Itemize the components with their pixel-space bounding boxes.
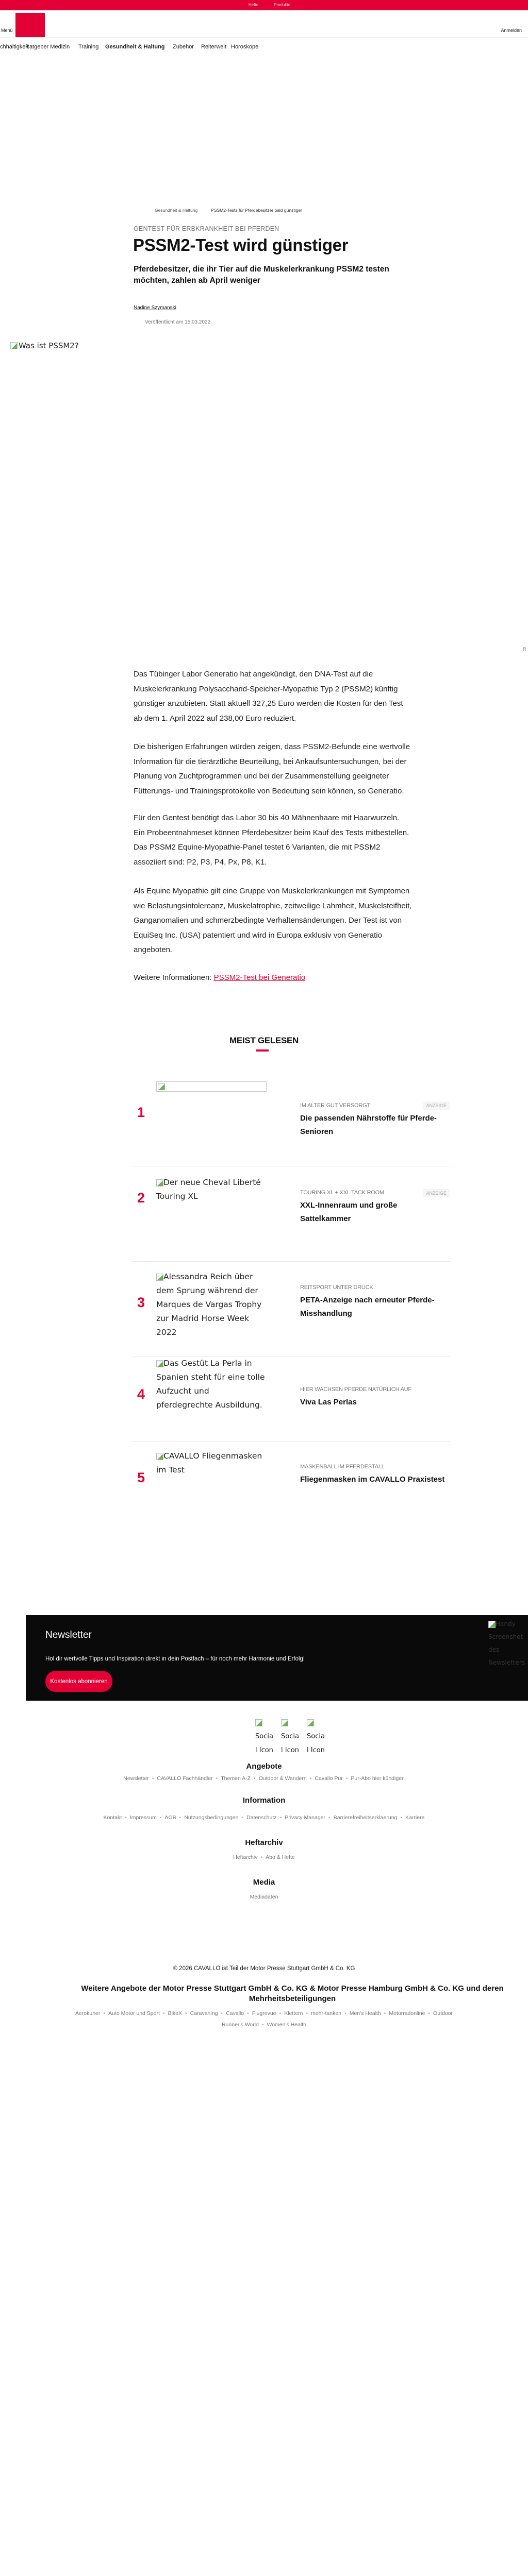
rank-number: 2 bbox=[137, 1190, 145, 1206]
broken-image-icon bbox=[281, 1719, 288, 1726]
separator-dot: • bbox=[241, 1815, 244, 1821]
footer-link[interactable]: Men's Health bbox=[349, 2010, 381, 2016]
footer-link[interactable]: Outdoor & Wandern bbox=[258, 1775, 307, 1782]
article-paragraph: Für den Gentest benötigt das Labor 30 bis 40 Mähnenhaare mit Haarwurzeln. Ein Probeentnahmeset können Pferdebesitzer beim Kauf des Tests mitbestellen. Das PSSM2 Equine-Myopathie-Panel testet 6 Varianten, die mit PSSM2 assoziiert sind: P2, P3, P4, Px, P8, K1. bbox=[134, 814, 409, 867]
footer-link[interactable]: Heftarchiv bbox=[233, 1854, 258, 1860]
item-kicker: HIER WACHSEN PFERDE NATÜRLICH AUF bbox=[300, 1386, 411, 1393]
article-paragraph: Das Tübinger Labor Generatio hat angekündigt, den DNA-Test auf die Muskelerkrankung Polysaccharid-Speicher-Myopathie Typ 2 (PSSM2) künftig günstiger anzubieten. Statt aktuell 327,25 Euro werden die Kosten für den Test ab dem 1. April 2022 auf 238,00 Euro reduziert. bbox=[134, 670, 403, 723]
separator-dot: • bbox=[309, 1775, 312, 1782]
footer-link[interactable]: Aerokurier bbox=[75, 2010, 101, 2016]
broken-image-icon bbox=[255, 1719, 262, 1726]
footer-link[interactable]: Themen A-Z bbox=[221, 1775, 251, 1782]
footer-link[interactable]: Barrierefreiheitserklaerung bbox=[333, 1815, 398, 1821]
article-paragraph: Die bisherigen Erfahrungen würden zeigen, dass PSSM2-Befunde eine wertvolle Information für die tierärztliche Beurteilung, bei Ankaufsuntersuchungen, bei der Planung von Zuchtprogrammen und bei der Zusammenstellung geeigneter Fütterungs- und Trainingsprotokolle von Bedeutung sein können, so Generatio. bbox=[134, 742, 410, 795]
footer-link[interactable]: Cavallo bbox=[226, 2010, 244, 2016]
main-nav bbox=[0, 38, 528, 57]
social-alt: Social Icon bbox=[307, 1733, 325, 1754]
footer-link[interactable]: Runner's World bbox=[221, 2022, 259, 2028]
thumbnail-alt: Der neue Cheval Liberté Touring XL bbox=[156, 1178, 261, 1201]
item-kicker: TOURING XL + XXL TACK ROOM bbox=[300, 1190, 384, 1196]
article-thumbnail[interactable] bbox=[156, 1270, 268, 1340]
rss-icon[interactable] bbox=[307, 1716, 325, 1759]
separator-dot: • bbox=[125, 1815, 127, 1821]
menu-button[interactable]: Menü bbox=[1, 28, 13, 33]
footer-link[interactable]: Motorradonline bbox=[389, 2010, 425, 2016]
broken-image-icon bbox=[156, 1274, 163, 1281]
subscribe-button[interactable]: Kostenlos abonnieren bbox=[45, 1671, 112, 1692]
article-paragraph: Als Equine Myopathie gilt eine Gruppe von Muskelerkrankungen mit Symptomen wie Belastungsintolereanz, Muskelatrophie, zeitweilige Lahmheit, Muskelsteifheit, Ganganomalien und schmerzbedingte Verhaltensänderungen. Der Test ist von EquiSeq Inc. (USA) patentiert und wird in Europa exklusiv von Generatio angeboten. bbox=[134, 887, 412, 954]
footer-links-heftarchiv bbox=[0, 1854, 528, 1860]
nav-item-reiterwelt[interactable]: Reiterwelt bbox=[201, 44, 226, 50]
footer-links-media bbox=[0, 1894, 528, 1900]
item-title[interactable]: XXL-Innenraum und große Sattelkammer bbox=[300, 1201, 398, 1223]
newsletter-banner bbox=[26, 1615, 528, 1701]
footer-link[interactable]: Pur-Abo hier kündigen bbox=[351, 1775, 405, 1782]
social-alt: Social Icon bbox=[281, 1733, 299, 1754]
ad-marker: R bbox=[523, 647, 526, 652]
item-title[interactable]: Die passenden Nährstoffe für Pferde-Senioren bbox=[300, 1114, 437, 1136]
article-kicker: GENTEST FÜR ERBKRANKHEIT BEI PFERDEN bbox=[134, 225, 279, 232]
breadcrumb bbox=[155, 208, 302, 213]
separator-dot: • bbox=[159, 1815, 162, 1821]
hero-image bbox=[10, 341, 79, 350]
footer-heading-heftarchiv: Heftarchiv bbox=[245, 1838, 283, 1847]
footer-link[interactable]: mehr-tanken bbox=[311, 2010, 342, 2016]
thumbnail-alt: Das Gestüt La Perla in Spanien steht für eine tolle Aufzucht und pferdegrechte Ausbildung. bbox=[156, 1359, 265, 1410]
top-bar bbox=[0, 0, 528, 10]
article-thumbnail[interactable] bbox=[156, 1449, 268, 1477]
footer-heading-angebote: Angebote bbox=[246, 1762, 282, 1771]
footer-link[interactable]: Mediadaten bbox=[250, 1894, 278, 1900]
footer-link[interactable]: Cavallo Pur bbox=[315, 1775, 343, 1782]
separator-dot: • bbox=[400, 1815, 403, 1821]
item-kicker: IM ALTER GUT VERSORGT bbox=[300, 1103, 370, 1109]
most-read-item[interactable] bbox=[132, 1262, 451, 1357]
separator-dot: • bbox=[254, 1775, 256, 1782]
nav-item-horoskope[interactable]: Horoskope bbox=[231, 44, 259, 50]
thumbnail-alt: CAVALLO Fliegenmasken im Test bbox=[156, 1451, 262, 1475]
footer-link[interactable]: AGB bbox=[164, 1815, 176, 1821]
separator-dot: • bbox=[384, 2010, 386, 2016]
footer-heading-media: Media bbox=[253, 1878, 275, 1887]
nav-item-ratgeber-medizin[interactable]: Ratgeber Medizin bbox=[25, 44, 70, 50]
item-title[interactable]: PETA-Anzeige nach erneuter Pferde-Misshandlung bbox=[300, 1296, 435, 1318]
social-links bbox=[255, 1716, 325, 1759]
footer-link[interactable]: Privacy Manager bbox=[285, 1815, 325, 1821]
nav-item-gesundheit-haltung[interactable]: Gesundheit & Haltung bbox=[105, 44, 165, 50]
footer-link[interactable]: Outdoor bbox=[433, 2010, 453, 2016]
separator-dot: • bbox=[185, 2010, 187, 2016]
separator-dot: • bbox=[428, 2010, 431, 2016]
newsletter-image-alt: Handy Screenshot des Newsletters bbox=[488, 1620, 525, 1666]
topbar-link-hefte[interactable]: Hefte bbox=[249, 3, 259, 7]
ad-badge: ANZEIGE bbox=[423, 1189, 450, 1197]
separator-dot: • bbox=[162, 2010, 165, 2016]
footer-link[interactable]: Kontakt bbox=[103, 1815, 122, 1821]
topbar-link-produkte[interactable]: Produkte bbox=[274, 3, 291, 7]
article-title: PSSM2-Test wird günstiger bbox=[133, 235, 349, 255]
most-read-item[interactable] bbox=[132, 1442, 451, 1529]
published-date: Veröffentlicht am 15.03.2022 bbox=[145, 319, 211, 325]
footer-link[interactable]: Klettern bbox=[284, 2010, 303, 2016]
footer-link[interactable]: Newsletter bbox=[123, 1775, 149, 1782]
item-title[interactable]: Fliegenmasken im CAVALLO Praxistest bbox=[300, 1475, 445, 1484]
article-lead: Pferdebesitzer, die ihr Tier auf die Muskelerkrankung PSSM2 testen möchten, zahlen ab April weniger bbox=[134, 265, 389, 285]
footer-link[interactable]: Auto Motor und Sport bbox=[108, 2010, 160, 2016]
newsletter-text: Hol dir wertvolle Tipps und Inspiration direkt in dein Postfach – für noch mehr Harmonie und Erfolg! bbox=[45, 1656, 305, 1662]
footer-link[interactable]: Impressum bbox=[129, 1815, 157, 1821]
footer-heading-information: Information bbox=[242, 1796, 286, 1805]
separator-dot: • bbox=[344, 2010, 346, 2016]
breadcrumb-current: PSSM2-Tests für Pferdebesitzer bald günstiger bbox=[211, 208, 302, 213]
broken-image-icon bbox=[156, 1179, 163, 1187]
breadcrumb-section[interactable]: Gesundheit & Haltung bbox=[155, 208, 198, 213]
separator-dot: • bbox=[345, 1775, 348, 1782]
author-link[interactable]: Nadine Szymanski bbox=[134, 305, 176, 311]
most-read-heading: MEIST GELESEN bbox=[229, 1036, 299, 1045]
rank-number: 1 bbox=[137, 1105, 145, 1120]
broken-image-icon bbox=[307, 1719, 314, 1726]
footer-link[interactable]: Nutzungsbedingungen bbox=[184, 1815, 239, 1821]
nav-item-training[interactable]: Training bbox=[78, 44, 99, 50]
most-read-item[interactable] bbox=[132, 1166, 451, 1262]
footer-links-angebote bbox=[0, 1775, 528, 1782]
broken-image-icon bbox=[156, 1453, 163, 1460]
broken-image-icon bbox=[156, 1360, 163, 1367]
instagram-icon[interactable] bbox=[281, 1716, 300, 1759]
separator-dot: • bbox=[179, 1815, 182, 1821]
generatio-link[interactable]: PSSM2-Test bei Generatio bbox=[213, 973, 306, 982]
most-read-item[interactable] bbox=[132, 1059, 451, 1166]
more-info-label: Weitere Informationen: bbox=[134, 973, 214, 982]
nav-item-nachhaltigkeit[interactable]: chhaltigkeit bbox=[0, 44, 29, 50]
partner-links-row2 bbox=[0, 2022, 528, 2028]
hero-image-alt: Was ist PSSM2? bbox=[19, 341, 79, 350]
newsletter-title: Newsletter bbox=[45, 1630, 92, 1640]
social-alt: Social Icon bbox=[255, 1733, 273, 1754]
footer-link[interactable]: Abo & Hefte bbox=[266, 1854, 295, 1860]
separator-dot: • bbox=[261, 2022, 264, 2028]
separator-dot: • bbox=[216, 1775, 218, 1782]
separator-dot: • bbox=[306, 2010, 308, 2016]
footer-links-information bbox=[0, 1815, 528, 1821]
ad-badge: ANZEIGE bbox=[423, 1101, 450, 1110]
separator-dot: • bbox=[221, 2010, 223, 2016]
more-info-paragraph bbox=[134, 971, 412, 986]
nav-item-zubehoer[interactable]: Zubehör bbox=[173, 44, 194, 50]
separator-dot: • bbox=[152, 1775, 154, 1782]
separator-dot: • bbox=[328, 1815, 331, 1821]
broken-image-icon bbox=[10, 342, 18, 349]
rank-number: 3 bbox=[137, 1295, 145, 1310]
footer-link[interactable]: Karriere bbox=[405, 1815, 425, 1821]
footer-link[interactable]: BikeX bbox=[168, 2010, 183, 2016]
footer-link[interactable]: Caravaning bbox=[190, 2010, 218, 2016]
footer-link[interactable]: Datenschutz bbox=[246, 1815, 277, 1821]
footer-link[interactable]: CAVALLO Fachhändler bbox=[157, 1775, 213, 1782]
item-kicker: REITSPORT UNTER DRUCK bbox=[300, 1284, 373, 1291]
separator-dot: • bbox=[279, 2010, 282, 2016]
heading-underline bbox=[256, 1049, 269, 1052]
broken-image-icon bbox=[488, 1621, 496, 1628]
footer-link[interactable]: Women's Health bbox=[267, 2022, 307, 2028]
article-thumbnail[interactable] bbox=[156, 1081, 267, 1092]
partner-links-row1 bbox=[0, 2010, 528, 2016]
rank-number: 4 bbox=[137, 1386, 145, 1402]
login-button[interactable]: Anmelden bbox=[501, 28, 522, 33]
rank-number: 5 bbox=[137, 1470, 145, 1485]
most-read-item[interactable] bbox=[132, 1357, 451, 1442]
copyright: © 2026 CAVALLO ist Teil der Motor Presse Stuttgart GmbH & Co. KG bbox=[173, 1965, 355, 1972]
site-logo[interactable] bbox=[15, 13, 45, 37]
more-offers-heading: Weitere Angebote der Motor Presse Stuttgart GmbH & Co. KG & Motor Presse Hamburg GmbH & Co. KG und deren Mehrheitsbeteiligungen bbox=[81, 1984, 504, 2003]
broken-image-icon bbox=[158, 1083, 165, 1090]
separator-dot: • bbox=[247, 2010, 249, 2016]
footer-link[interactable]: Flugrevue bbox=[252, 2010, 276, 2016]
item-kicker: MASKENBALL IM PFERDESTALL bbox=[300, 1464, 385, 1470]
article-thumbnail[interactable] bbox=[156, 1176, 268, 1204]
site-header bbox=[0, 10, 528, 38]
item-title[interactable]: Viva Las Perlas bbox=[300, 1398, 357, 1406]
facebook-icon[interactable] bbox=[255, 1716, 274, 1759]
newsletter-image bbox=[488, 1618, 528, 1669]
separator-dot: • bbox=[260, 1854, 263, 1860]
article-thumbnail[interactable] bbox=[156, 1357, 268, 1412]
separator-dot: • bbox=[279, 1815, 282, 1821]
separator-dot: • bbox=[103, 2010, 106, 2016]
thumbnail-alt: Alessandra Reich über dem Sprung während der Marques de Vargas Trophy zur Madrid Horse Week 2022 bbox=[156, 1272, 262, 1337]
